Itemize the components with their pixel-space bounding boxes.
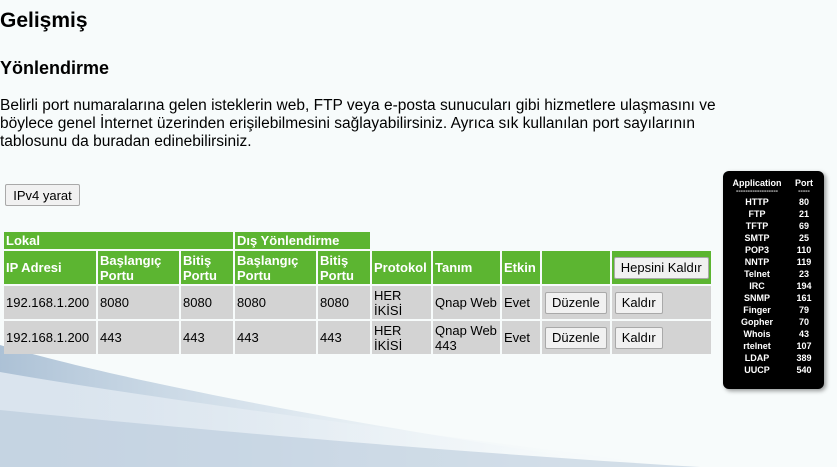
port-number: 23 <box>798 269 809 279</box>
col-edit <box>542 251 610 284</box>
port-number: 43 <box>798 329 809 339</box>
port-app: rtelnet <box>743 341 771 351</box>
cell-ext-end-port: 443 <box>318 321 370 354</box>
port-row <box>723 304 824 316</box>
port-row <box>723 292 824 304</box>
port-row <box>723 220 824 232</box>
col-ext-start-port: Başlangıç Portu <box>235 251 316 284</box>
remove-button[interactable]: Kaldır <box>615 292 663 314</box>
port-app: IRC <box>749 281 765 291</box>
port-number: 79 <box>798 305 809 315</box>
cell-enabled: Evet <box>502 321 540 354</box>
port-number: 70 <box>798 317 809 327</box>
port-row <box>723 316 824 328</box>
cell-ip: 192.168.1.200 <box>4 286 96 319</box>
common-ports-panel <box>723 171 824 389</box>
port-number: 110 <box>796 245 812 255</box>
port-row <box>723 364 824 376</box>
port-row <box>723 232 824 244</box>
cell-description: Qnap Web 443 <box>433 321 500 354</box>
col-ip-address: IP Adresi <box>4 251 96 284</box>
port-row <box>723 268 824 280</box>
cell-ext-end-port: 8080 <box>318 286 370 319</box>
port-app: LDAP <box>744 353 770 363</box>
cell-protocol: HER İKİSİ <box>372 321 431 354</box>
port-row <box>723 328 824 340</box>
port-app: TFTP <box>745 221 769 231</box>
page-title: Gelişmiş <box>0 9 88 32</box>
cell-ip: 192.168.1.200 <box>4 321 96 354</box>
ports-header-port: Port <box>795 178 813 188</box>
port-number: 69 <box>798 221 809 231</box>
port-number: 389 <box>796 353 812 363</box>
port-app: SMTP <box>744 233 770 243</box>
port-row <box>723 196 824 208</box>
port-number: 161 <box>796 293 812 303</box>
cell-ext-start-port: 8080 <box>235 286 316 319</box>
group-header-external: Dış Yönlendirme <box>235 232 370 249</box>
port-row <box>723 340 824 352</box>
col-end-port: Bitiş Portu <box>181 251 233 284</box>
port-app: Gopher <box>740 317 773 327</box>
edit-button[interactable]: Düzenle <box>545 292 607 314</box>
table-row <box>4 286 711 319</box>
port-row <box>723 280 824 292</box>
port-row <box>723 208 824 220</box>
edit-button[interactable]: Düzenle <box>545 327 607 349</box>
col-remove-all <box>612 251 711 284</box>
cell-enabled: Evet <box>502 286 540 319</box>
port-app: HTTP <box>745 197 769 207</box>
ports-header-application: Application <box>732 178 782 188</box>
port-forwarding-table <box>2 230 713 356</box>
remove-all-button[interactable]: Hepsini Kaldır <box>614 257 709 279</box>
cell-ext-start-port: 443 <box>235 321 316 354</box>
ports-separator-port: ----- <box>798 188 810 195</box>
col-start-port: Başlangıç Portu <box>98 251 179 284</box>
port-app: FTP <box>748 209 766 219</box>
port-row <box>723 244 824 256</box>
port-app: Telnet <box>744 269 770 279</box>
col-enabled: Etkin <box>502 251 540 284</box>
port-app: NNTP <box>744 257 770 267</box>
cell-start-port: 8080 <box>98 286 179 319</box>
col-ext-end-port: Bitiş Portu <box>318 251 370 284</box>
cell-description: Qnap Web <box>433 286 500 319</box>
port-app: POP3 <box>744 245 769 255</box>
create-ipv4-button[interactable]: IPv4 yarat <box>5 184 80 206</box>
cell-end-port: 443 <box>181 321 233 354</box>
ports-separator-application: ------------------ <box>736 188 778 195</box>
port-number: 194 <box>796 281 812 291</box>
section-title: Yönlendirme <box>0 58 110 78</box>
port-number: 540 <box>796 365 812 375</box>
cell-start-port: 443 <box>98 321 179 354</box>
port-app: Finger <box>743 305 771 315</box>
table-row <box>4 321 711 354</box>
port-app: Whois <box>743 329 771 339</box>
port-number: 119 <box>796 257 812 267</box>
page-description: Belirli port numaralarına gelen isteklerin web, FTP veya e-posta sunucuları gibi hizmetlere ulaşmasını ve böylece genel İnternet üzerinden erişilebilmesini sağlayabilirsiniz. Ayrıca sık kullanılan port sayılarının tablosunu da buradan edinebilirsiniz. <box>0 97 716 150</box>
port-number: 25 <box>798 233 809 243</box>
port-row <box>723 256 824 268</box>
port-app: UUCP <box>744 365 770 375</box>
port-number: 21 <box>798 209 809 219</box>
cell-end-port: 8080 <box>181 286 233 319</box>
col-protocol: Protokol <box>372 251 431 284</box>
port-app: SNMP <box>743 293 770 303</box>
col-description: Tanım <box>433 251 500 284</box>
port-number: 80 <box>798 197 809 207</box>
port-number: 107 <box>796 341 812 351</box>
port-row <box>723 352 824 364</box>
group-header-local: Lokal <box>4 232 233 249</box>
remove-button[interactable]: Kaldır <box>615 327 663 349</box>
cell-protocol: HER İKİSİ <box>372 286 431 319</box>
